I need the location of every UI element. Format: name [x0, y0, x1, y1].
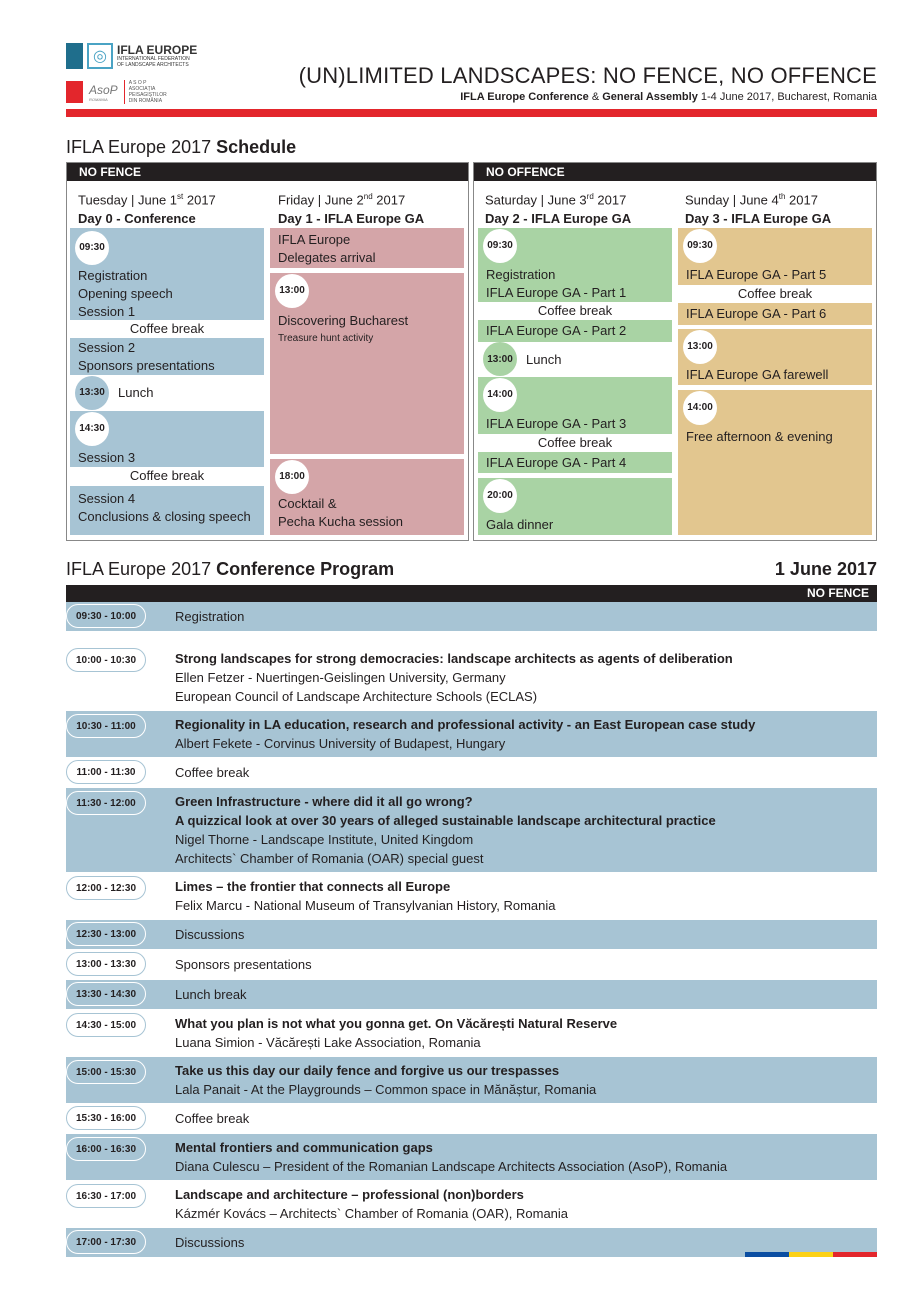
- session-title: Strong landscapes for strong democracies: landscape architects as agents of deliberation: [175, 651, 733, 666]
- section-label: NO FENCE: [67, 163, 468, 181]
- schedule-block: IFLA Europe GA - Part 4: [478, 452, 672, 473]
- session-text: [175, 1185, 568, 1223]
- session-text: [175, 605, 244, 628]
- time-badge: 09:30: [483, 229, 517, 263]
- program-row: [66, 645, 877, 710]
- session-text: [175, 1107, 249, 1130]
- schedule-block: 14:00 Free afternoon & evening: [678, 390, 872, 535]
- schedule-block: IFLA Europe GA - Part 2: [478, 320, 672, 342]
- session-detail: Registration: [175, 609, 245, 624]
- program-row: [66, 602, 877, 631]
- lunch-block: 13:30 Lunch: [70, 375, 264, 411]
- time-pill: 15:00 - 15:30: [66, 1060, 146, 1084]
- header-divider: [66, 109, 877, 117]
- session-detail: Sponsors presentations: [175, 957, 312, 972]
- day-header: Tuesday | June 1st 2017 Day 0 - Conference: [78, 192, 216, 227]
- program-row: [66, 711, 877, 757]
- coffee-break: Coffee break: [70, 320, 264, 338]
- time-pill: 11:00 - 11:30: [66, 760, 146, 784]
- time-pill: 12:30 - 13:00: [66, 922, 146, 946]
- flag-stripe-red: [833, 1252, 877, 1257]
- session-detail: Coffee break: [175, 765, 250, 780]
- time-badge: 09:30: [75, 231, 109, 265]
- time-pill: 15:30 - 16:00: [66, 1106, 146, 1130]
- session-detail: Coffee break: [175, 1111, 250, 1126]
- session-title: Green Infrastructure - where did it all go wrong?: [175, 794, 473, 809]
- program-row: [66, 788, 877, 872]
- program-row: [66, 1104, 877, 1133]
- time-pill: 16:00 - 16:30: [66, 1137, 146, 1161]
- time-badge: 13:00: [275, 274, 309, 308]
- time-badge: 13:00: [683, 330, 717, 364]
- coffee-break: Coffee break: [478, 434, 672, 452]
- time-badge: 18:00: [275, 460, 309, 494]
- schedule-block: 20:00 Gala dinner: [478, 478, 672, 535]
- session-detail: Lunch break: [175, 987, 247, 1002]
- time-pill: 09:30 - 10:00: [66, 604, 146, 628]
- session-text: [175, 1061, 596, 1099]
- ifla-europe-logo: [66, 43, 197, 69]
- session-detail: Lala Panait - At the Playgrounds – Common space in Mănăștur, Romania: [175, 1082, 597, 1097]
- day3-column: [678, 228, 872, 535]
- session-detail: Architects` Chamber of Romania (OAR) special guest: [175, 851, 484, 866]
- schedule-block: 14:30 Session 3: [70, 411, 264, 467]
- blue-square-icon: [66, 43, 83, 69]
- time-pill: 10:00 - 10:30: [66, 648, 146, 672]
- session-detail: Discussions: [175, 927, 245, 942]
- ifla-emblem-icon: ◎: [87, 43, 113, 69]
- session-text: [175, 792, 716, 868]
- flag-stripe-yellow: [789, 1252, 833, 1257]
- time-badge: 13:30: [75, 376, 109, 410]
- time-pill: 17:00 - 17:30: [66, 1230, 146, 1254]
- red-square-icon: [66, 81, 83, 103]
- day2-column: [478, 228, 672, 535]
- program-row: [66, 980, 877, 1009]
- program-row: [66, 1181, 877, 1227]
- time-pill: 14:30 - 15:00: [66, 1013, 146, 1037]
- session-detail: Luana Simion - Văcărești Lake Association, Romania: [175, 1035, 481, 1050]
- schedule-title: IFLA Europe 2017 Schedule: [66, 137, 297, 157]
- ifla-logo-line: INTERNATIONAL FEDERATION: [117, 56, 190, 62]
- time-pill: 13:30 - 14:30: [66, 982, 146, 1006]
- session-detail: Albert Fekete - Corvinus University of Budapest, Hungary: [175, 736, 506, 751]
- time-badge: 09:30: [683, 229, 717, 263]
- session-text: [175, 1231, 244, 1254]
- program-list: [66, 602, 877, 1258]
- session-text: [175, 953, 312, 976]
- ifla-logo-name: IFLA EUROPE: [117, 43, 198, 57]
- session-text: [175, 983, 247, 1006]
- session-title: Limes – the frontier that connects all Europe: [175, 879, 451, 894]
- schedule-block: 13:00 IFLA Europe GA farewell: [678, 329, 872, 385]
- session-title: A quizzical look at over 30 years of alleged sustainable landscape architectural practice: [175, 813, 716, 828]
- session-detail: European Council of Landscape Architecture Schools (ECLAS): [175, 689, 538, 704]
- session-text: [175, 715, 755, 753]
- page-title: (UN)LIMITED LANDSCAPES: NO FENCE, NO OFFENCE: [298, 63, 877, 88]
- session-title: Regionality in LA education, research and professional activity - an East European case study: [175, 717, 756, 732]
- day-header: Saturday | June 3rd 2017 Day 2 - IFLA Europe GA: [485, 192, 632, 227]
- time-badge: 13:00: [483, 342, 517, 376]
- coffee-break: Coffee break: [70, 467, 264, 486]
- time-badge: 14:00: [683, 391, 717, 425]
- schedule-block: 09:30 IFLA Europe GA - Part 5: [678, 228, 872, 285]
- schedule-block: IFLA Europe GA - Part 6: [678, 303, 872, 325]
- day-header: Friday | June 2nd 2017 Day 1 - IFLA Europe GA: [278, 192, 425, 227]
- program-row: [66, 1010, 877, 1056]
- schedule-block: 18:00 Cocktail & Pecha Kucha session: [270, 459, 464, 535]
- session-text: [175, 1138, 727, 1176]
- session-detail: Ellen Fetzer - Nuertingen-Geislingen University, Germany: [175, 670, 506, 685]
- time-pill: 16:30 - 17:00: [66, 1184, 146, 1208]
- section-label: NO OFFENCE: [474, 163, 876, 181]
- time-pill: 13:00 - 13:30: [66, 952, 146, 976]
- coffee-break: Coffee break: [478, 302, 672, 320]
- program-section-label: NO FENCE: [66, 585, 877, 602]
- program-row: [66, 1134, 877, 1180]
- asop-text: A S O P ASOCIAȚIA PEISAGIȘTILOR DIN ROMÂNIA: [124, 80, 167, 104]
- time-pill: 10:30 - 11:00: [66, 714, 146, 738]
- time-pill: 11:30 - 12:00: [66, 791, 146, 815]
- time-badge: 14:30: [75, 412, 109, 446]
- session-title: Landscape and architecture – professional (non)borders: [175, 1187, 524, 1202]
- program-row: [66, 950, 877, 979]
- program-row: [66, 1057, 877, 1103]
- session-text: [175, 877, 556, 915]
- program-date: 1 June 2017: [774, 559, 877, 579]
- day0-column: [70, 228, 264, 535]
- day-header: Sunday | June 4th 2017 Day 3 - IFLA Europe GA: [685, 192, 832, 227]
- session-title: Take us this day our daily fence and forgive us our trespasses: [175, 1063, 560, 1078]
- session-detail: Nigel Thorne - Landscape Institute, United Kingdom: [175, 832, 474, 847]
- time-badge: 20:00: [483, 479, 517, 513]
- flag-stripe-blue: [745, 1252, 789, 1257]
- session-title: Mental frontiers and communication gaps: [175, 1140, 433, 1155]
- schedule-block: Session 4 Conclusions & closing speech: [70, 486, 264, 535]
- program-row: [66, 873, 877, 919]
- session-text: [175, 649, 733, 706]
- program-row: [66, 758, 877, 787]
- schedule-block: Session 2 Sponsors presentations: [70, 338, 264, 375]
- session-text: [175, 761, 249, 784]
- program-title: IFLA Europe 2017 Conference Program: [66, 559, 395, 579]
- asop-logo: [66, 80, 167, 104]
- session-detail: Felix Marcu - National Museum of Transylvanian History, Romania: [175, 898, 556, 913]
- asop-mark: AsoP ROMANIA: [89, 82, 118, 102]
- session-title: What you plan is not what you gonna get. On Văcărești Natural Reserve: [175, 1016, 618, 1031]
- schedule-block: IFLA Europe Delegates arrival: [270, 228, 464, 268]
- time-badge: 14:00: [483, 378, 517, 412]
- coffee-break: Coffee break: [678, 285, 872, 303]
- program-row: [66, 920, 877, 949]
- session-text: [175, 1014, 617, 1052]
- session-detail: Diana Culescu – President of the Romanian Landscape Architects Association (AsoP), Romania: [175, 1159, 728, 1174]
- ifla-logo-line: OF LANDSCAPE ARCHITECTS: [117, 62, 189, 68]
- schedule-block: 09:30 Registration Opening speech Session 1: [70, 228, 264, 320]
- lunch-block: 13:00 Lunch: [478, 342, 672, 377]
- day1-column: [270, 228, 464, 535]
- time-pill: 12:00 - 12:30: [66, 876, 146, 900]
- schedule-block: 14:00 IFLA Europe GA - Part 3: [478, 377, 672, 434]
- session-detail: Kázmér Kovács – Architects` Chamber of Romania (OAR), Romania: [175, 1206, 569, 1221]
- schedule-block: 09:30 Registration IFLA Europe GA - Part 1: [478, 228, 672, 302]
- schedule-block: 13:00 Discovering Bucharest Treasure hunt activity: [270, 273, 464, 454]
- page-subtitle: IFLA Europe Conference & General Assembly 1-4 June 2017, Bucharest, Romania: [460, 91, 877, 103]
- session-detail: Discussions: [175, 1235, 245, 1250]
- session-text: [175, 923, 244, 946]
